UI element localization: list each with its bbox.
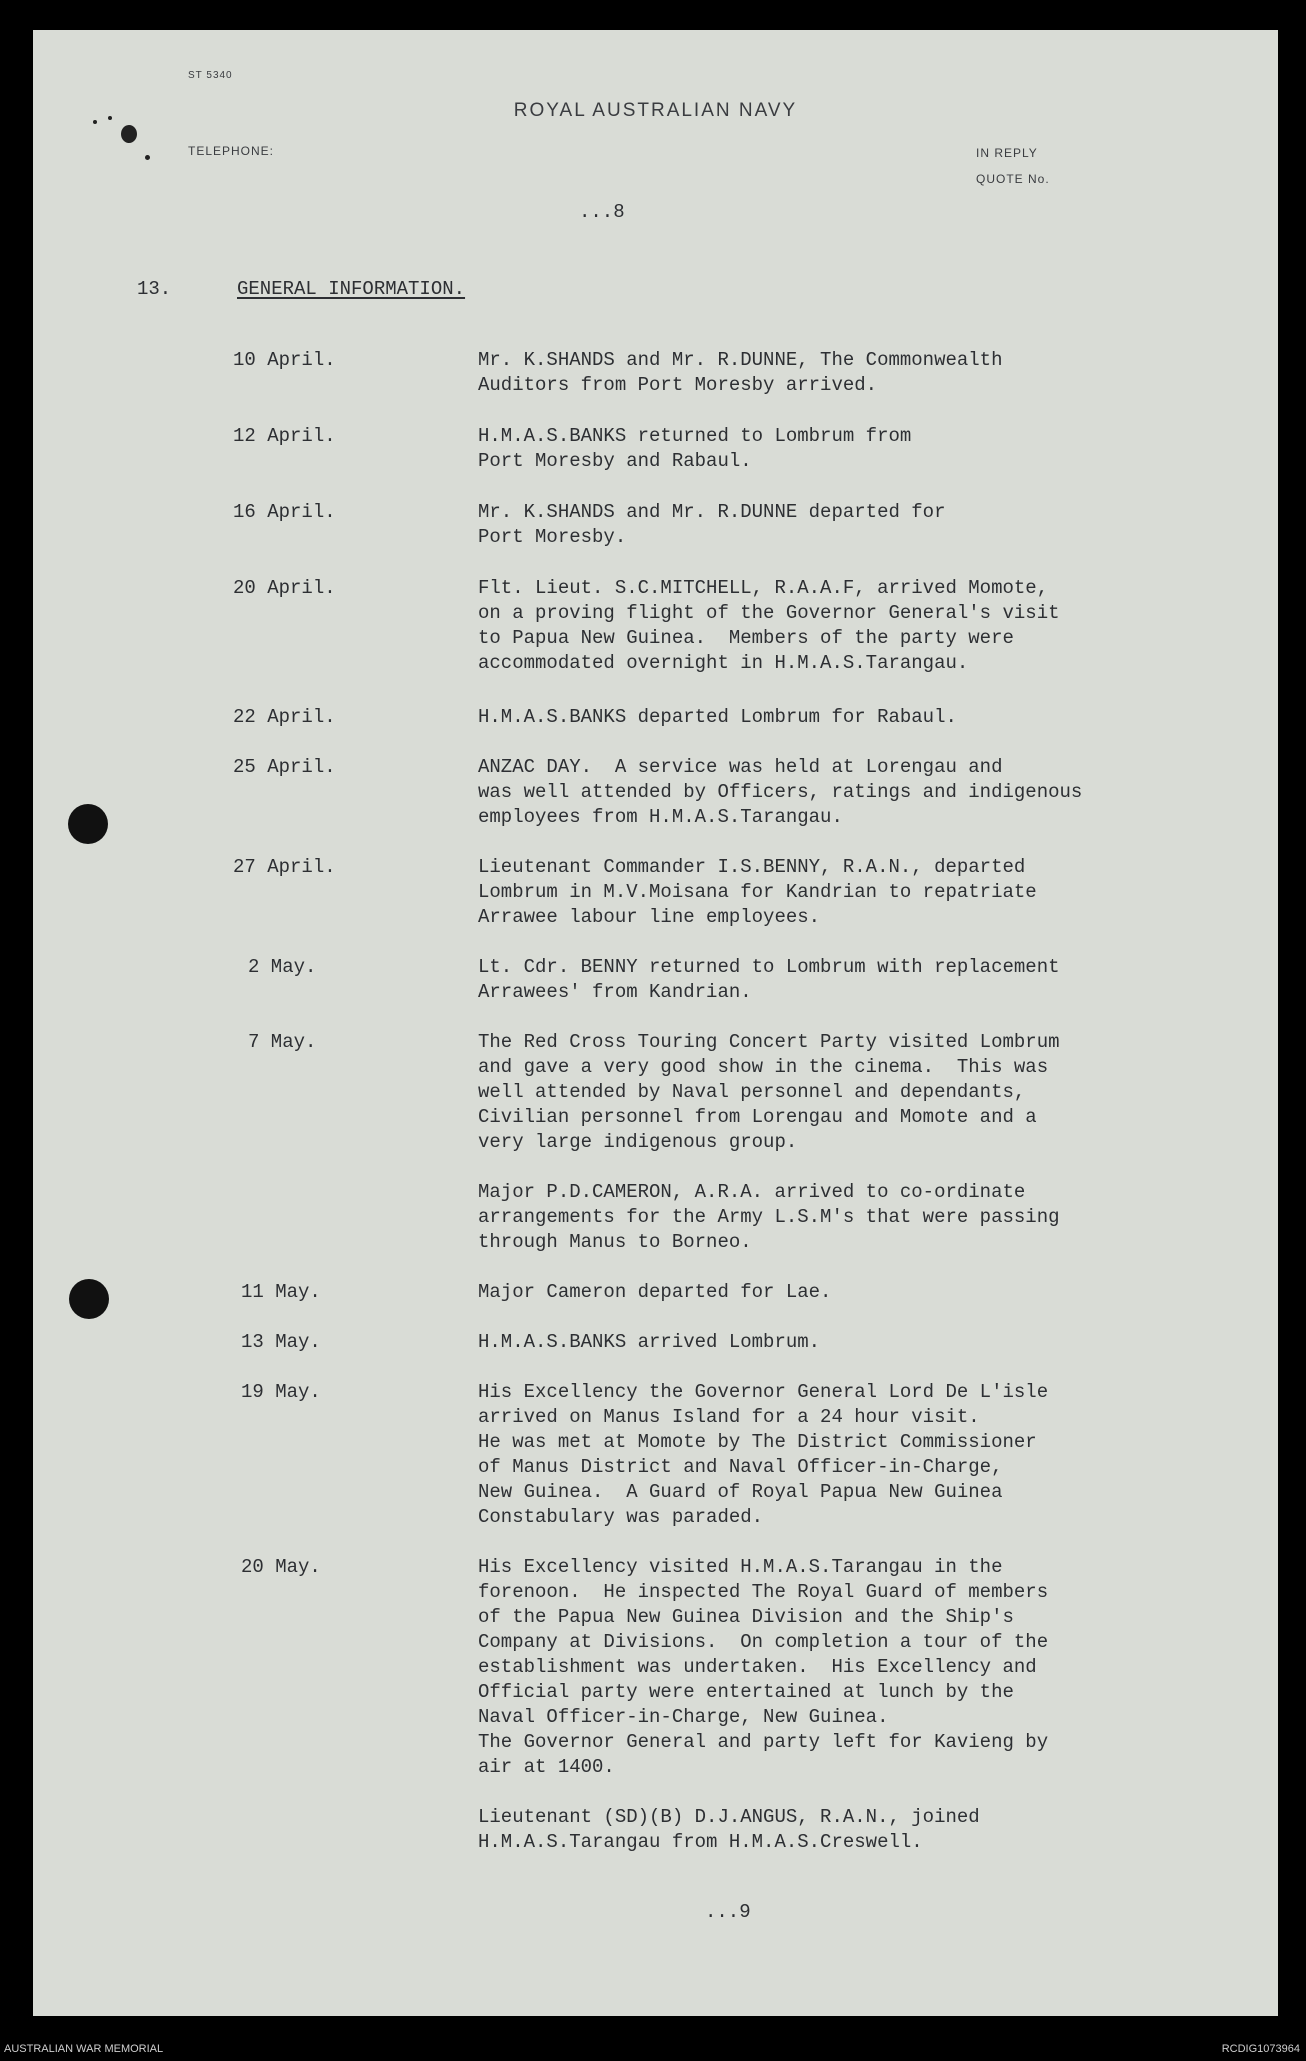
- entry-text: [478, 755, 1082, 830]
- entry-line: was well attended by Officers, ratings and indigenous: [478, 781, 1083, 803]
- entry-line: His Excellency visited H.M.A.S.Tarangau in the: [478, 1556, 1003, 1578]
- entry-date: 20 May.: [241, 1556, 321, 1578]
- letterhead-title: ROYAL AUSTRALIAN NAVY: [513, 100, 798, 121]
- footer-id: RCDIG1073964: [1221, 2043, 1300, 2055]
- entry-line: Port Moresby.: [478, 526, 627, 548]
- section-number: 13.: [137, 278, 172, 300]
- entry-date: 25 April.: [233, 756, 336, 778]
- entry-line: New Guinea. A Guard of Royal Papua New Guinea: [478, 1481, 1003, 1503]
- page-continuation-top: ...8: [579, 201, 625, 223]
- entry-line: Lieutenant (SD)(B) D.J.ANGUS, R.A.N., joined: [478, 1806, 980, 1828]
- entries-list: [33, 30, 1278, 2016]
- entry-text: [478, 1280, 831, 1305]
- entry-line: forenoon. He inspected The Royal Guard of members: [478, 1581, 1049, 1603]
- entry-line: The Governor General and party left for Kavieng by: [478, 1731, 1049, 1753]
- entry-date: 7 May.: [248, 1031, 317, 1053]
- entry-line: Mr. K.SHANDS and Mr. R.DUNNE, The Commonwealth: [478, 349, 1003, 371]
- entry-line: arrangements for the Army L.S.M's that were passing: [478, 1206, 1060, 1228]
- entry-line: H.M.A.S.BANKS arrived Lombrum.: [478, 1331, 821, 1353]
- entry-line: H.M.A.S.BANKS returned to Lombrum from: [478, 425, 912, 447]
- entry-line: Major P.D.CAMERON, A.R.A. arrived to co-ordinate: [478, 1181, 1026, 1203]
- entry-line: He was met at Momote by The District Commissioner: [478, 1431, 1037, 1453]
- entry-text: [478, 705, 957, 730]
- entry-date: 16 April.: [233, 501, 336, 523]
- entry-line: H.M.A.S.BANKS departed Lombrum for Rabaul.: [478, 706, 957, 728]
- entry-line: employees from H.M.A.S.Tarangau.: [478, 806, 843, 828]
- entry-line: Arrawees' from Kandrian.: [478, 981, 752, 1003]
- entry-line: His Excellency the Governor General Lord De L'isle: [478, 1381, 1049, 1403]
- reply-line: QUOTE No.: [976, 172, 1050, 186]
- entry-date: 13 May.: [241, 1331, 321, 1353]
- entry-line: Lieutenant Commander I.S.BENNY, R.A.N., departed: [478, 856, 1026, 878]
- entry-date: 12 April.: [233, 425, 336, 447]
- entry-line: Civilian personnel from Lorengau and Momote and a: [478, 1106, 1037, 1128]
- entry-line: arrived on Manus Island for a 24 hour visit.: [478, 1406, 980, 1428]
- entry-text: [478, 576, 1060, 676]
- footer-source: AUSTRALIAN WAR MEMORIAL: [4, 2043, 164, 2055]
- entry-line: H.M.A.S.Tarangau from H.M.A.S.Creswell.: [478, 1831, 923, 1853]
- entry-text: [478, 1030, 1060, 1155]
- entry-date: 22 April.: [233, 706, 336, 728]
- entry-line: Port Moresby and Rabaul.: [478, 450, 752, 472]
- entry-line: well attended by Naval personnel and dependants,: [478, 1081, 1026, 1103]
- entry-line: Lt. Cdr. BENNY returned to Lombrum with replacement: [478, 956, 1060, 978]
- entry-text: [478, 955, 1060, 1005]
- entry-line: Naval Officer-in-Charge, New Guinea.: [478, 1706, 889, 1728]
- entry-text: [478, 1805, 980, 1855]
- entry-text: [478, 855, 1037, 930]
- entry-line: Official party were entertained at lunch by the: [478, 1681, 1014, 1703]
- entry-line: Company at Divisions. On completion a tour of the: [478, 1631, 1049, 1653]
- entry-line: Auditors from Port Moresby arrived.: [478, 374, 878, 396]
- entry-line: and gave a very good show in the cinema. This was: [478, 1056, 1049, 1078]
- entry-line: Arrawee labour line employees.: [478, 906, 821, 928]
- entry-line: through Manus to Borneo.: [478, 1231, 752, 1253]
- entry-line: Constabulary was paraded.: [478, 1506, 764, 1528]
- entry-line: Major Cameron departed for Lae.: [478, 1281, 832, 1303]
- section-title: GENERAL INFORMATION.: [237, 278, 466, 300]
- entry-line: The Red Cross Touring Concert Party visited Lombrum: [478, 1031, 1060, 1053]
- entry-text: [478, 1180, 1060, 1255]
- entry-date: 27 April.: [233, 856, 336, 878]
- telephone-label: TELEPHONE:: [188, 144, 275, 158]
- entry-date: 20 April.: [233, 577, 336, 599]
- entry-line: of Manus District and Naval Officer-in-Charge,: [478, 1456, 1003, 1478]
- entry-date: 19 May.: [241, 1381, 321, 1403]
- entry-text: [478, 424, 911, 474]
- entry-text: [478, 1380, 1048, 1530]
- entry-line: ANZAC DAY. A service was held at Lorengau and: [478, 756, 1003, 778]
- entry-line: accommodated overnight in H.M.A.S.Tarangau.: [478, 652, 969, 674]
- entry-line: to Papua New Guinea. Members of the party were: [478, 627, 1014, 649]
- entry-date: 11 May.: [241, 1281, 321, 1303]
- entry-text: [478, 1330, 820, 1355]
- document-page: [33, 30, 1278, 2016]
- form-number: ST 5340: [188, 70, 233, 81]
- entry-date: 2 May.: [248, 956, 317, 978]
- reply-line: IN REPLY: [976, 146, 1038, 160]
- entry-date: 10 April.: [233, 349, 336, 371]
- entry-text: [478, 500, 945, 550]
- entry-line: very large indigenous group.: [478, 1131, 798, 1153]
- entry-line: on a proving flight of the Governor General's visit: [478, 602, 1060, 624]
- entry-line: establishment was undertaken. His Excellency and: [478, 1656, 1037, 1678]
- entry-line: Mr. K.SHANDS and Mr. R.DUNNE departed for: [478, 501, 946, 523]
- entry-line: air at 1400.: [478, 1756, 615, 1778]
- entry-line: Lombrum in M.V.Moisana for Kandrian to repatriate: [478, 881, 1037, 903]
- page-continuation-bottom: ...9: [705, 1901, 751, 1923]
- entry-line: Flt. Lieut. S.C.MITCHELL, R.A.A.F, arrived Momote,: [478, 577, 1049, 599]
- entry-text: [478, 1555, 1048, 1780]
- entry-text: [478, 348, 1003, 398]
- entry-line: of the Papua New Guinea Division and the Ship's: [478, 1606, 1014, 1628]
